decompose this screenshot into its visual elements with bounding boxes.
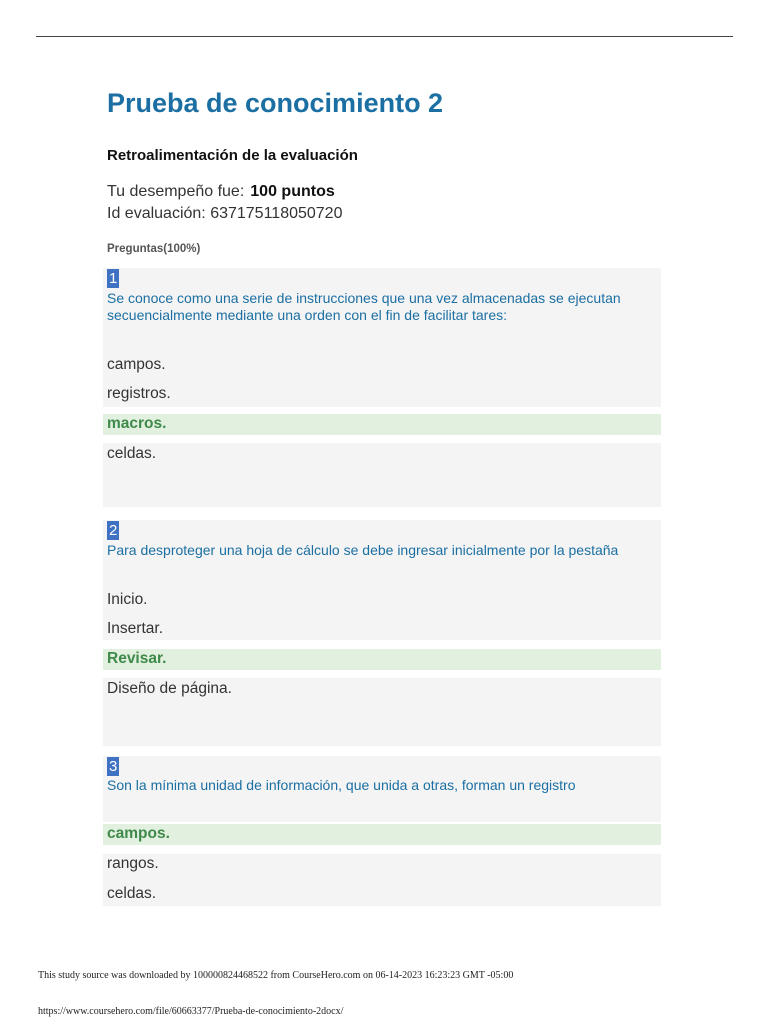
download-notice: This study source was downloaded by 100000824468522 from CourseHero.com on 06-14-2023 16:23:23 GMT -05:00 — [38, 970, 514, 981]
answer-option: Insertar. — [107, 620, 163, 637]
question-card-tail — [103, 443, 661, 507]
evaluation-id-line — [107, 205, 342, 223]
answer-option: registros. — [107, 385, 171, 402]
answer-option: celdas. — [107, 885, 157, 902]
question-number-badge: 2 — [109, 522, 118, 539]
answer-option: Diseño de página. — [107, 680, 232, 697]
answer-option: campos. — [107, 356, 166, 373]
evaluation-id-label: Id evaluación: — [107, 205, 206, 222]
correct-answer-option: macros. — [107, 415, 167, 432]
correct-answer-option: campos. — [107, 825, 170, 842]
performance-value: 100 puntos — [250, 183, 335, 200]
question-text: Para desproteger una hoja de cálculo se debe ingresar inicialmente por la pestaña — [107, 542, 619, 558]
questions-heading: Preguntas(100%) — [107, 243, 201, 255]
correct-answer-highlight — [103, 649, 661, 670]
question-number-badge: 1 — [109, 270, 118, 287]
question-text: Son la mínima unidad de información, que unida a otras, forman un registro — [107, 777, 576, 793]
source-url: https://www.coursehero.com/file/60663377/Prueba-de-conocimiento-2docx/ — [38, 1006, 344, 1017]
question-text: Se conoce como una serie de instrucciones que una vez almacenadas se ejecutan secuencialmente mediante una orden con el fin de facilitar tares: — [107, 290, 621, 323]
top-rule — [36, 36, 733, 37]
answer-option: celdas. — [107, 445, 157, 462]
question-card — [103, 268, 661, 407]
performance-line — [107, 183, 335, 201]
answer-option: Inicio. — [107, 591, 148, 608]
evaluation-id-value: 637175118050720 — [210, 205, 343, 222]
correct-answer-highlight — [103, 414, 661, 435]
question-card-tail — [103, 854, 661, 906]
question-card — [103, 520, 661, 640]
answer-option: rangos. — [107, 855, 159, 872]
performance-label: Tu desempeño fue: — [107, 183, 245, 200]
page-title: Prueba de conocimiento 2 — [107, 88, 444, 118]
correct-answer-option: Revisar. — [107, 650, 167, 667]
correct-answer-highlight — [103, 824, 661, 845]
feedback-heading: Retroalimentación de la evaluación — [107, 147, 358, 164]
question-number-badge: 3 — [109, 758, 118, 775]
